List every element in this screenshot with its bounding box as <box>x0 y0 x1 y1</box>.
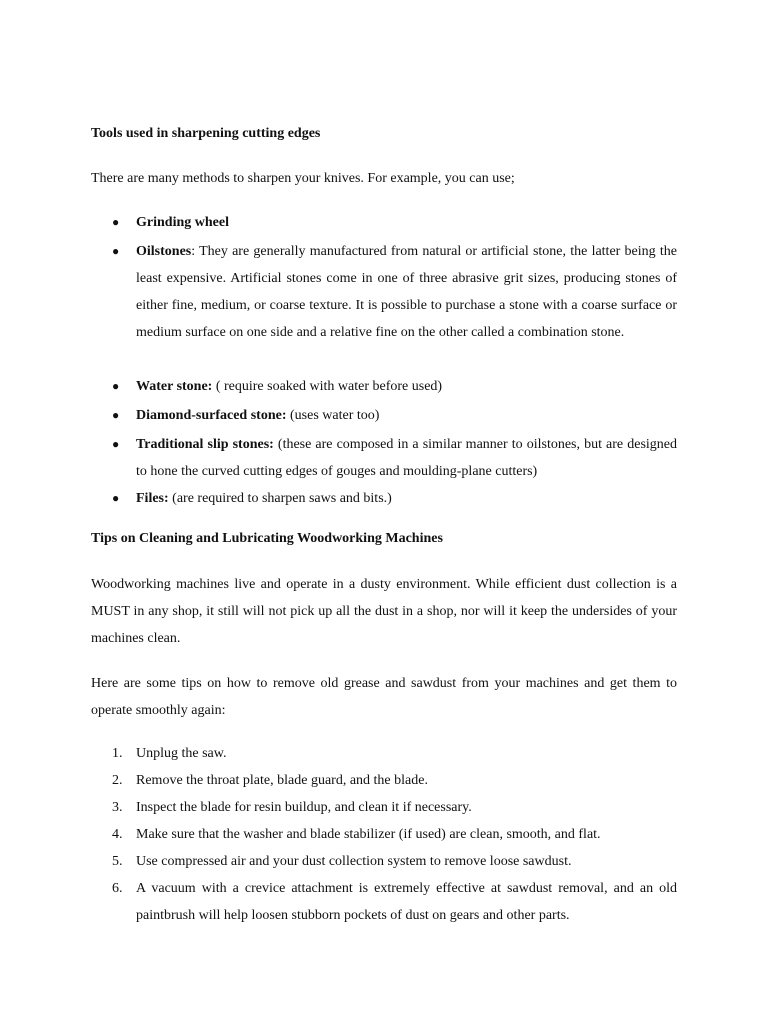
item-text: (these are composed in a similar manner to oilstones, but are designed to hone the curved cutting edges of gouges and moulding-plane cutters) <box>136 437 677 479</box>
item-text: ( require soaked with water before used) <box>212 379 443 394</box>
item-term: Grinding wheel <box>136 215 229 230</box>
section2-title: Tips on Cleaning and Lubricating Woodworking Machines <box>91 531 443 546</box>
item-term: Diamond-surfaced stone: <box>136 408 287 423</box>
item-text: (are required to sharpen saws and bits.) <box>168 491 392 506</box>
step-text: Inspect the blade for resin buildup, and clean it if necessary. <box>136 800 472 815</box>
step-text: Use compressed air and your dust collection system to remove loose sawdust. <box>136 854 572 869</box>
step-number: 4. <box>112 827 123 842</box>
step-text: A vacuum with a crevice attachment is extremely effective at sawdust removal, and an old paintbrush will help loosen stubborn pockets of dust on gears and other parts. <box>136 881 677 923</box>
list-item <box>112 848 677 875</box>
bullet-dot-icon: ● <box>112 244 120 258</box>
section2-paragraph-2: Here are some tips on how to remove old grease and sawdust from your machines and get them to operate smoothly again: <box>91 676 677 718</box>
list-item <box>112 821 677 848</box>
list-item <box>112 373 677 400</box>
list-item <box>112 767 677 794</box>
list-item <box>112 875 677 929</box>
item-text: (uses water too) <box>286 408 380 423</box>
list-item <box>112 209 677 236</box>
step-text: Remove the throat plate, blade guard, and the blade. <box>136 773 428 788</box>
list-item <box>112 431 677 485</box>
list-item <box>112 794 677 821</box>
item-term: Water stone: <box>136 379 213 394</box>
section1-intro: There are many methods to sharpen your knives. For example, you can use; <box>91 171 515 186</box>
step-text: Unplug the saw. <box>136 746 227 761</box>
bullet-dot-icon: ● <box>112 379 120 393</box>
list-item <box>112 740 677 767</box>
item-text: : They are generally manufactured from natural or artificial stone, the latter being the least expensive. Artificial stones come in one of three abrasive grit sizes, producing stones of either fine, medium, or coarse texture. It is possible to purchase a stone with a coarse surface or medium surface on one side and a relative fine on the other called a combination stone. <box>136 244 677 340</box>
list-item <box>112 402 677 429</box>
bullet-dot-icon: ● <box>112 408 120 422</box>
list-item <box>112 238 677 346</box>
list-item <box>112 485 677 512</box>
bullet-dot-icon: ● <box>112 215 120 229</box>
step-number: 5. <box>112 854 123 869</box>
step-number: 6. <box>112 881 123 896</box>
section1-title: Tools used in sharpening cutting edges <box>91 126 321 141</box>
item-term: Files: <box>136 491 169 506</box>
section2-paragraph-1: Woodworking machines live and operate in a dusty environment. While efficient dust collection is a MUST in any shop, it still will not pick up all the dust in a shop, nor will it keep the undersides of your machines clean. <box>91 577 677 646</box>
step-number: 3. <box>112 800 123 815</box>
bullet-dot-icon: ● <box>112 491 120 505</box>
bullet-dot-icon: ● <box>112 437 120 451</box>
step-number: 1. <box>112 746 123 761</box>
step-text: Make sure that the washer and blade stabilizer (if used) are clean, smooth, and flat. <box>136 827 601 842</box>
item-term: Traditional slip stones: <box>136 437 274 452</box>
item-term: Oilstones <box>136 244 192 259</box>
step-number: 2. <box>112 773 123 788</box>
